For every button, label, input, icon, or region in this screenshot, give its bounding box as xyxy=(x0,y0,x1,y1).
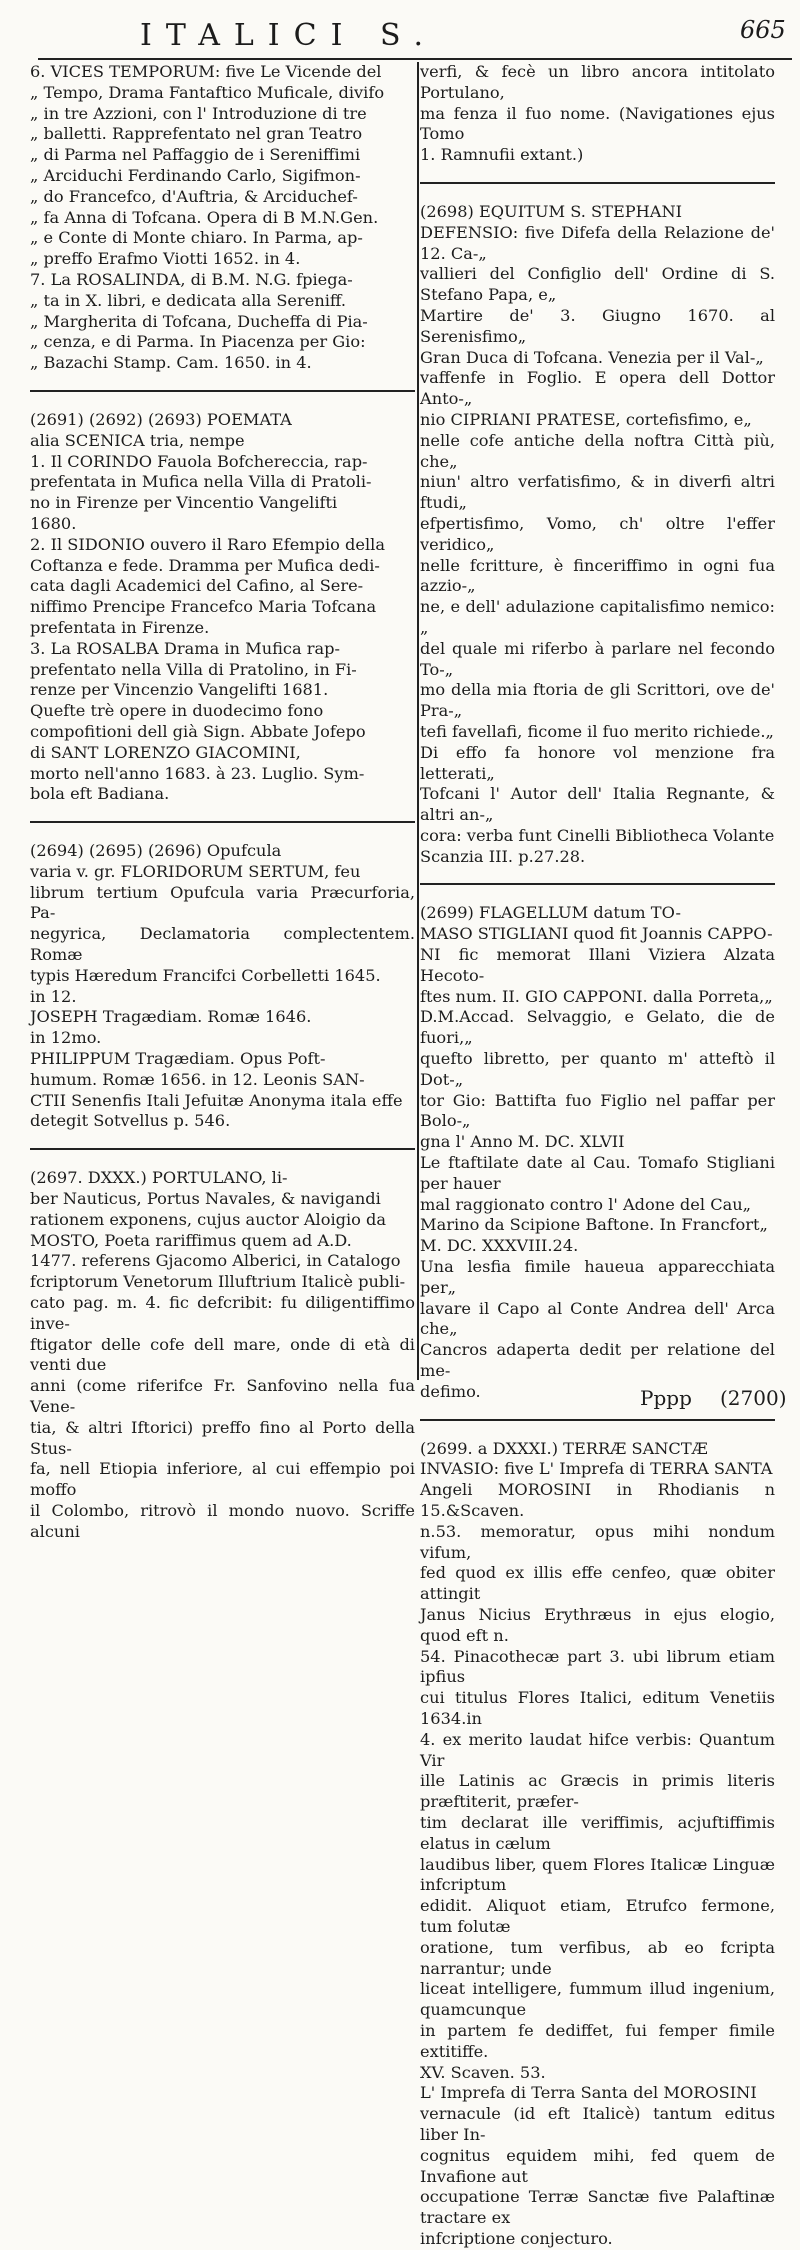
entry-line: tor Gio: Battifta fuo Figlio nel paffar per Bolo-„ xyxy=(420,1090,775,1131)
page-header xyxy=(0,0,800,62)
catalog-entry xyxy=(420,1439,775,2250)
catalog-entry xyxy=(30,410,415,805)
entry-line: laudibus liber, quem Flores Italicæ Linguæ infcriptum xyxy=(420,1854,775,1895)
entry-line: 3. La ROSALBA Drama in Mufica rap- xyxy=(30,638,340,658)
entry-line: rationem exponens, cujus auctor Aloigio da xyxy=(30,1209,387,1229)
entry-line: in 12. xyxy=(30,986,77,1006)
entry-line: ne, e dell' adulazione capitalisfimo nemico:„ xyxy=(420,597,775,637)
entry-line: liceat intelligere, fummum illud ingenium, quamcunque xyxy=(420,1979,775,2020)
entry-separator xyxy=(30,821,415,823)
entry-line: „ do Francefco, d'Auftria, & Arciduchef- xyxy=(30,186,358,206)
catalog-entry xyxy=(420,62,775,166)
entry-line: di SANT LORENZO GIACOMINI, xyxy=(30,742,301,762)
entry-line: in partem fe dediffet, fui femper fimile extitiffe. xyxy=(420,2020,775,2061)
entry-line: Una lesfia fimile haueua apparecchiata per„ xyxy=(420,1257,775,1297)
entry-separator xyxy=(420,883,775,885)
entry-line: NI fic memorat Illani Viziera Alzata Hecoto- xyxy=(420,945,775,985)
entry-line: Angeli MOROSINI in Rhodianis n 15.&Scaven. xyxy=(420,1480,775,1520)
page-number: 665 xyxy=(740,16,786,44)
entry-line: fa, nell Etiopia inferiore, al cui effempio poi moffo xyxy=(30,1459,415,1500)
entry-line: mal raggionato contro l' Adone del Cau„ xyxy=(420,1194,752,1214)
entry-line: niffimo Prencipe Francefco Maria Tofcana xyxy=(30,597,377,617)
entry-line: „ Arciduchi Ferdinando Carlo, Sigifmon- xyxy=(30,165,361,185)
entry-line: tia, & altri Iftorici) preffo fino al Porto della Stus- xyxy=(30,1417,415,1458)
entry-line: 6. VICES TEMPORUM: five Le Vicende del xyxy=(30,62,382,81)
entry-line: tefi favellafi, ficome il fuo merito richiede.„ xyxy=(420,721,774,741)
entry-separator xyxy=(420,182,775,184)
entry-line: Gran Duca di Tofcana. Venezia per il Val-„ xyxy=(420,347,764,367)
entry-line: MOSTO, Poeta rariffimus quem ad A.D. xyxy=(30,1230,352,1250)
running-title: ITALICI S. xyxy=(140,18,438,53)
entry-line: negyrica, Declamatoria complectentem. Romæ xyxy=(30,924,415,965)
signature-mark: Pppp xyxy=(640,1386,692,1410)
entry-line: „ di Parma nel Paffaggio de i Sereniffimi xyxy=(30,145,361,165)
entry-separator xyxy=(420,1419,775,1421)
entry-line: (2691) (2692) (2693) POEMATA xyxy=(30,409,292,429)
entry-line: compofitioni dell già Sign. Abbate Jofepo xyxy=(30,721,366,741)
left-column xyxy=(30,62,415,1543)
entry-line: varia v. gr. FLORIDORUM SERTUM, feu xyxy=(30,861,361,881)
catalog-entry xyxy=(420,903,775,1402)
header-rule xyxy=(38,58,792,60)
catalog-entry xyxy=(30,62,415,374)
entry-line: 2. Il SIDONIO ouvero il Raro Efempio della xyxy=(30,534,385,554)
entry-line: Janus Nicius Erythræus in ejus elogio, quod eft n. xyxy=(420,1604,775,1645)
catalog-entry xyxy=(30,841,415,1132)
entry-line: XV. Scaven. 53. xyxy=(420,2062,546,2082)
entry-line: Coftanza e fede. Dramma per Mufica dedi- xyxy=(30,555,380,575)
entry-line: MASO STIGLIANI quod fit Joannis CAPPO- xyxy=(420,924,773,944)
entry-line: 54. Pinacothecæ part 3. ubi librum etiam ipfius xyxy=(420,1646,775,1687)
entry-line: JOSEPH Tragædiam. Romæ 1646. xyxy=(30,1007,312,1027)
entry-line: mo della mia ftoria de gli Scrittori, ove de' Pra-„ xyxy=(420,680,775,721)
entry-line: (2699) FLAGELLUM datum TO- xyxy=(420,903,681,923)
entry-line: cato pag. m. 4. fic defcribit: fu diligentiffimo inve- xyxy=(30,1293,415,1333)
entry-line: humum. Romæ 1656. in 12. Leonis SAN- xyxy=(30,1069,365,1089)
entry-line: il Colombo, ritrovò il mondo nuovo. Scriffe alcuni xyxy=(30,1501,415,1541)
entry-line: (2698) EQUITUM S. STEPHANI xyxy=(420,201,683,221)
entry-line: 7. La ROSALINDA, di B.M. N.G. fpiega- xyxy=(30,269,353,289)
entry-line: nelle cofe antiche della noftra Città più, che„ xyxy=(420,430,775,471)
entry-line: cata dagli Academici del Cafino, al Sere- xyxy=(30,576,364,596)
entry-line: lavare il Capo al Conte Andrea dell' Arca che„ xyxy=(420,1298,775,1339)
catchword: (2700) xyxy=(720,1386,787,1410)
entry-line: in 12mo. xyxy=(30,1028,102,1048)
entry-line: n.53. memoratur, opus mihi nondum vifum, xyxy=(420,1521,775,1562)
entry-line: vallieri del Configlio dell' Ordine di S. Stefano Papa, e„ xyxy=(420,264,775,305)
entry-line: „ in tre Azzioni, con l' Introduzione di tre xyxy=(30,103,367,123)
entry-line: L' Imprefa di Terra Santa del MOROSINI xyxy=(420,2083,757,2103)
entry-line: INVASIO: five L' Imprefa di TERRA SANTA xyxy=(420,1459,773,1479)
entry-line: „ Margherita di Tofcana, Ducheffa di Pia- xyxy=(30,311,368,331)
entry-line: „ e Conte di Monte chiaro. In Parma, ap- xyxy=(30,228,363,248)
entry-line: „ preffo Erafmo Viotti 1652. in 4. xyxy=(30,249,301,269)
entry-line: Quefte trè opere in duodecimo fono xyxy=(30,701,324,721)
entry-line: efpertisfimo, Vomo, ch' oltre l'effer veridico„ xyxy=(420,513,775,554)
entry-line: oratione, tum verfibus, ab eo fcripta narrantur; unde xyxy=(420,1937,775,1978)
entry-line: vernacule (id eft Italicè) tantum editus liber In- xyxy=(420,2104,775,2144)
entry-line: nelle fcritture, è finceriffimo in ogni fua azzio-„ xyxy=(420,555,775,596)
entry-line: 4. ex merito laudat hifce verbis: Quantum Vir xyxy=(420,1729,775,1770)
entry-line: „ Tempo, Drama Fantaftico Muficale, divifo xyxy=(30,82,385,102)
page-footer xyxy=(0,1380,800,1416)
entry-line: cora: verba funt Cinelli Bibliotheca Volante xyxy=(420,825,775,845)
column-divider xyxy=(417,62,419,1380)
entry-line: CTII Senenfis Itali Jefuitæ Anonyma itala effe xyxy=(30,1090,403,1110)
entry-line: ber Nauticus, Portus Navales, & navigandi xyxy=(30,1189,381,1209)
entry-line: ftes num. II. GIO CAPPONI. dalla Porreta,„ xyxy=(420,986,773,1006)
entry-line: infcriptione conjecturo. xyxy=(420,2228,613,2248)
entry-line: ftigator delle cofe dell mare, onde di età di venti due xyxy=(30,1334,415,1375)
entry-line: occupatione Terræ Sanctæ five Palaftinæ tractare ex xyxy=(420,2187,775,2228)
entry-line: fed quod ex illis effe cenfeo, quæ obiter attingit xyxy=(420,1563,775,1604)
right-column xyxy=(420,62,775,2250)
entry-line: bola eft Badiana. xyxy=(30,784,170,804)
entry-line: „ balletti. Rapprefentato nel gran Teatro xyxy=(30,124,363,144)
catalog-entry xyxy=(30,1168,415,1542)
entry-line: cui titulus Flores Italici, editum Venetiis 1634.in xyxy=(420,1688,775,1728)
entry-line: M. DC. XXXVIII.24. xyxy=(420,1236,579,1256)
entry-line: anni (come riferifce Fr. Sanfovino nella fua Vene- xyxy=(30,1376,415,1417)
entry-line: edidit. Aliquot etiam, Etrufco fermone, tum folutæ xyxy=(420,1896,775,1936)
entry-line: 1477. referens Gjacomo Alberici, in Catalogo xyxy=(30,1251,401,1271)
entry-line: Cancros adaperta dedit per relatione del me- xyxy=(420,1340,775,1381)
entry-line: Tofcani l' Autor dell' Italia Regnante, & altri an-„ xyxy=(420,784,775,825)
entry-line: defimo. xyxy=(420,1381,481,1401)
entry-line: PHILIPPUM Tragædiam. Opus Poft- xyxy=(30,1049,326,1069)
entry-line: prefentato nella Villa di Pratolino, in Fi- xyxy=(30,659,357,679)
entry-line: 1680. xyxy=(30,513,77,533)
entry-line: ille Latinis ac Græcis in primis literis præftiterit, præfer- xyxy=(420,1771,775,1812)
entry-line: no in Firenze per Vincentio Vangelifti xyxy=(30,493,338,513)
catalog-entry xyxy=(420,202,775,868)
entry-line: renze per Vincenzio Vangelifti 1681. xyxy=(30,680,329,700)
entry-line: D.M.Accad. Selvaggio, e Gelato, die de fuori,„ xyxy=(420,1007,775,1048)
entry-line: „ cenza, e di Parma. In Piacenza per Gio: xyxy=(30,332,366,352)
entry-line: 1. Ramnufii extant.) xyxy=(420,145,584,165)
entry-line: tim declarat ille veriffimis, acjuftiffimis elatus in cælum xyxy=(420,1812,775,1853)
entry-line: (2699. a DXXXI.) TERRÆ SANCTÆ xyxy=(420,1438,708,1458)
entry-line: vaffenfe in Foglio. E opera dell Dottor Anto-„ xyxy=(420,368,775,409)
entry-line: DEFENSIO: five Difefa della Relazione de' 12. Ca-„ xyxy=(420,222,775,263)
entry-line: verfi, & fecè un libro ancora intitolato Portulano, xyxy=(420,62,775,102)
entry-line: ma fenza il fuo nome. (Navigationes ejus Tomo xyxy=(420,103,775,144)
entry-line: prefentata in Firenze. xyxy=(30,617,210,637)
entry-line: (2697. DXXX.) PORTULANO, li- xyxy=(30,1168,288,1188)
entry-line: „ fa Anna di Tofcana. Opera di B M.N.Gen. xyxy=(30,207,379,227)
entry-line: prefentata in Mufica nella Villa di Pratoli- xyxy=(30,472,372,492)
entry-line: niun' altro verfatisfimo, & in diverfi altri ftudi„ xyxy=(420,472,775,513)
entry-line: „ ta in X. libri, e dedicata alla Sereniff. xyxy=(30,290,347,310)
entry-line: quefto libretto, per quanto m' atteftò il Dot-„ xyxy=(420,1049,775,1089)
entry-line: gna l' Anno M. DC. XLVII xyxy=(420,1132,625,1152)
entry-separator xyxy=(30,1148,415,1150)
entry-line: „ Bazachi Stamp. Cam. 1650. in 4. xyxy=(30,353,312,373)
entry-line: detegit Sotvellus p. 546. xyxy=(30,1111,231,1131)
entry-line: Le ftaftilate date al Cau. Tomafo Stigliani per hauer xyxy=(420,1153,775,1193)
entry-separator xyxy=(30,390,415,392)
entry-line: alia SCENICA tria, nempe xyxy=(30,430,245,450)
entry-line: (2694) (2695) (2696) Opufcula xyxy=(30,841,282,861)
entry-line: 1. Il CORINDO Fauola Bofchereccia, rap- xyxy=(30,451,368,471)
entry-line: Scanzia III. p.27.28. xyxy=(420,846,586,866)
entry-line: librum tertium Opufcula varia Præcurforia, Pa- xyxy=(30,882,415,923)
entry-line: morto nell'anno 1683. à 23. Luglio. Sym- xyxy=(30,763,365,783)
entry-line: fcriptorum Venetorum Illuftrium Italicè publi- xyxy=(30,1272,406,1292)
entry-line: typis Hæredum Francifci Corbelletti 1645. xyxy=(30,965,381,985)
entry-line: Di effo fa honore vol menzione fra letterati„ xyxy=(420,742,775,783)
entry-line: Marino da Scipione Baftone. In Francfort„ xyxy=(420,1215,768,1235)
entry-line: cognitus equidem mihi, fed quem de Invafione aut xyxy=(420,2145,775,2186)
entry-line: Martire de' 3. Giugno 1670. al Serenisfimo„ xyxy=(420,305,775,346)
entry-line: nio CIPRIANI PRATESE, cortefisfimo, e„ xyxy=(420,409,752,429)
entry-line: del quale mi riferbo à parlare nel fecondo To-„ xyxy=(420,638,775,679)
